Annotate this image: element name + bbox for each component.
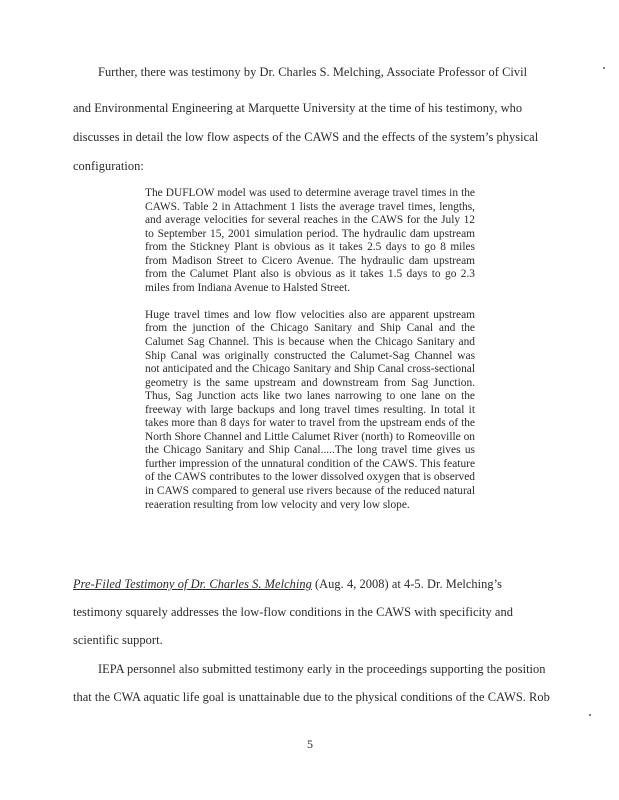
scan-speck: [589, 714, 591, 716]
intro-line-1: Further, there was testimony by Dr. Charles S. Melching, Associate Professor of Civil: [98, 65, 528, 79]
after-line-1: testimony squarely addresses the low-flow conditions in the CAWS with specificity and: [73, 605, 513, 619]
page-number: 5: [307, 737, 313, 751]
intro-line-3: discusses in detail the low flow aspects of the CAWS and the effects of the system’s physical: [73, 130, 539, 144]
citation-rest: (Aug. 4, 2008) at 4-5. Dr. Melching’s: [311, 577, 503, 591]
citation-title: Pre-Filed Testimony of Dr. Charles S. Melching: [73, 577, 312, 591]
citation-line: [73, 576, 573, 592]
intro-line-2: and Environmental Engineering at Marquette University at the time of his testimony, who: [73, 101, 523, 115]
after-line-2: scientific support.: [73, 633, 163, 647]
block-quote: [145, 187, 475, 512]
quote-paragraph-1: The DUFLOW model was used to determine average travel times in the CAWS. Table 2 in Attachment 1 lists the average travel times, lengths, and average velocities for several reaches in the CAWS for the July 12 to September 15, 2001 simulation period. The hydraulic dam upstream from the Stickney Plant is obvious as it takes 2.5 days to go 8 miles from Madison Street to Cicero Avenue. The hydraulic dam upstream from the Calumet Plant also is obvious as it takes 1.5 days to go 2.3 miles from Indiana Avenue to Halsted Street.: [145, 187, 475, 294]
scan-speck: [603, 67, 605, 69]
closing-line-1: IEPA personnel also submitted testimony early in the proceedings supporting the position: [98, 662, 546, 676]
quote-paragraph-2: Huge travel times and low flow velocities also are apparent upstream from the junction of the Chicago Sanitary and Ship Canal and the Calumet Sag Channel. This is because when the Chicago Sanitary and Ship Canal was originally constructed the Calumet-Sag Channel was not anticipated and the Chicago Sanitary and Ship Canal cross-sectional geometry is the same upstream and downstream from Sag Junction. Thus, Sag Junction acts like two lanes narrowing to one lane on the freeway with large backups and long travel times resulting. In total it takes more than 8 days for water to travel from the upstream ends of the North Shore Channel and Little Calumet River (north) to Romeoville on the Chicago Sanitary and Ship Canal.....The long travel time gives us further impression of the unnatural condition of the CAWS. This feature of the CAWS contributes to the lower dissolved oxygen that is observed in CAWS compared to general use rivers because of the reduced natural reaeration resulting from low velocity and very low slope.: [145, 308, 475, 511]
closing-line-2: that the CWA aquatic life goal is unattainable due to the physical conditions of the CAWS. Rob: [73, 690, 550, 704]
intro-line-4: configuration:: [73, 159, 144, 173]
